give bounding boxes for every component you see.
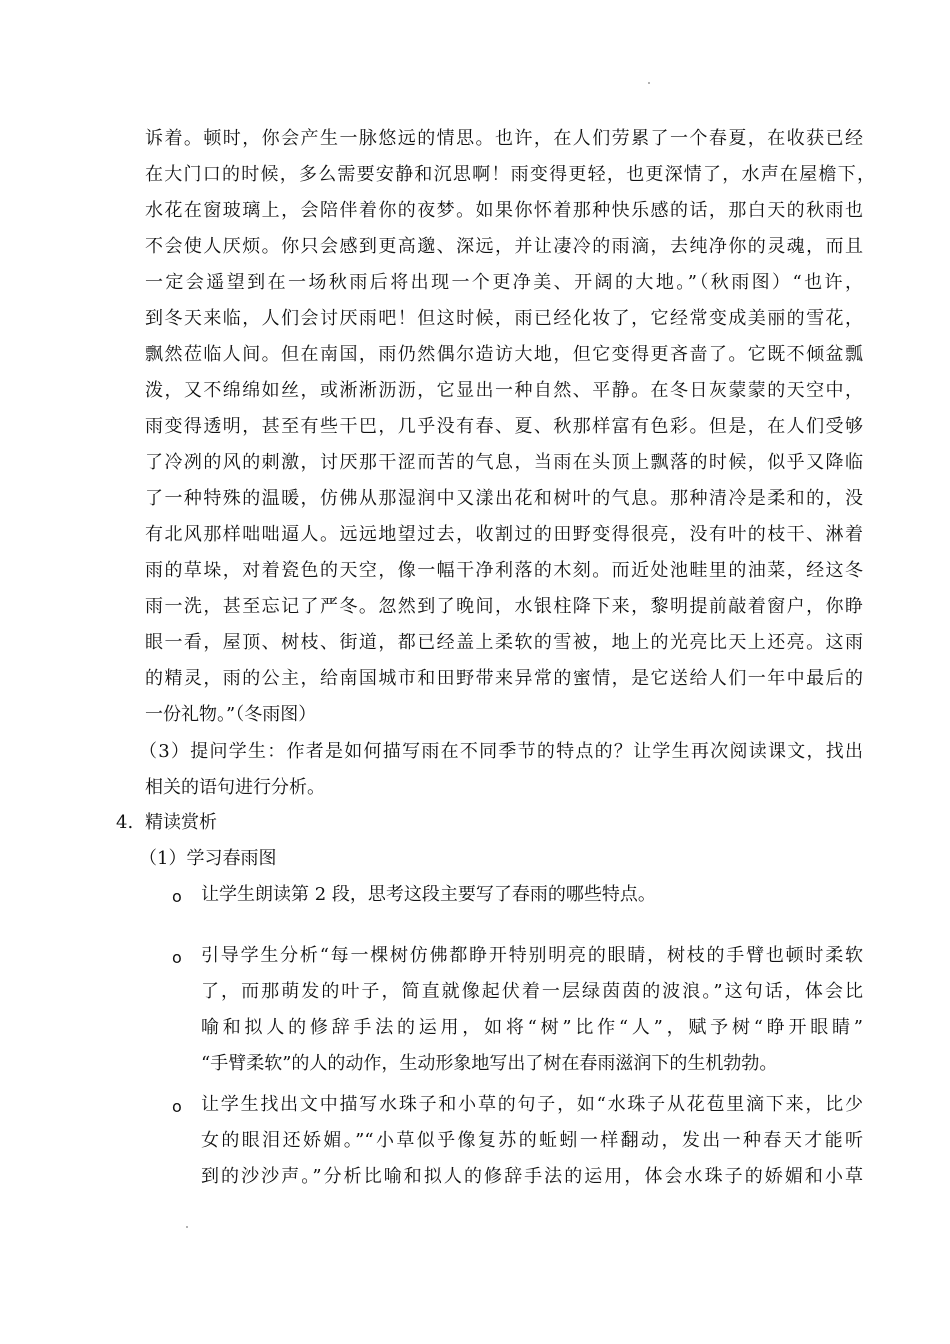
quote-line: 眼一看，屋顶、树枝、街道，都已经盖上柔软的雪被，地上的光亮比天上还亮。这雨 [145,632,863,653]
list-item-line: “手臂柔软”的人的动作，生动形象地写出了树在春雨滋润下的生机勃勃。 [201,1053,778,1074]
bullet-marker: o [172,948,182,967]
quote-line: 诉着。顿时，你会产生一脉悠远的情思。也许，在人们劳累了一个春夏，在收获已经 [145,128,863,149]
section-title: 精读赏析 [145,812,217,833]
list-item-line: 引导学生分析“每一棵树仿佛都睁开特别明亮的眼睛，树枝的手臂也顿时柔软 [201,945,863,966]
bullet-marker: o [172,1097,182,1116]
quote-line: 雨的草垛，对着瓷色的天空，像一幅干净利落的木刻。而近处池畦里的油菜，经这冬 [145,560,863,581]
quote-line: 一份礼物。”（冬雨图） [145,704,317,725]
quote-line: 一定会遥望到在一场秋雨后将出现一个更净美、开阔的大地。”（秋雨图）“也许， [145,272,863,293]
quote-line: 有北风那样咄咄逼人。远远地望过去，收割过的田野变得很亮，没有叶的枝干、淋着 [145,524,863,545]
quote-line: 水花在窗玻璃上，会陪伴着你的夜梦。如果你怀着那种快乐感的话，那白天的秋雨也 [145,200,863,221]
step-3-line: 相关的语句进行分析。 [145,777,325,798]
list-item-line: 让学生朗读第 2 段，思考这段主要写了春雨的哪些特点。 [201,884,656,905]
quote-line: 到冬天来临，人们会讨厌雨吧！但这时候，雨已经化妆了，它经常变成美丽的雪花， [145,308,863,329]
page-mark-bottom [186,1226,188,1228]
step-3-line: （3）提问学生：作者是如何描写雨在不同季节的特点的？让学生再次阅读课文，找出 [139,741,863,762]
list-item-line: 让学生找出文中描写水珠子和小草的句子，如“水珠子从花苞里滴下来，比少 [201,1094,863,1115]
list-item-line: 喻和拟人的修辞手法的运用，如将“树”比作“人”，赋予树“睁开眼睛” [201,1017,863,1038]
quote-line: 不会使人厌烦。你只会感到更高邈、深远，并让凄冷的雨滴，去纯净你的灵魂，而且 [145,236,863,257]
section-number: 4. [116,812,134,833]
quote-line: 了一种特殊的温暖，仿佛从那湿润中又漾出花和树叶的气息。那种清冷是柔和的，没 [145,488,863,509]
subsection-heading: （1）学习春雨图 [139,848,277,869]
quote-line: 在大门口的时候，多么需要安静和沉思啊！雨变得更轻，也更深情了，水声在屋檐下， [145,164,875,185]
quote-line: 飘然莅临人间。但在南国，雨仍然偶尔造访大地，但它变得更吝啬了。它既不倾盆瓢 [145,344,863,365]
quote-line: 雨一洗，甚至忘记了严冬。忽然到了晚间，水银柱降下来，黎明提前敲着窗户，你睁 [145,596,863,617]
list-item-line: 女的眼泪还娇媚。”“小草似乎像复苏的蚯蚓一样翻动，发出一种春天才能听 [201,1130,863,1151]
list-item-line: 到的沙沙声。”分析比喻和拟人的修辞手法的运用，体会水珠子的娇媚和小草 [201,1166,863,1187]
list-item-line: 了，而那萌发的叶子，简直就像起伏着一层绿茵茵的波浪。”这句话，体会比 [201,981,863,1002]
quote-line: 泼，又不绵绵如丝，或淅淅沥沥，它显出一种自然、平静。在冬日灰蒙蒙的天空中， [145,380,863,401]
quote-line: 雨变得透明，甚至有些干巴，几乎没有春、夏、秋那样富有色彩。但是，在人们受够 [145,416,863,437]
page-mark-top [648,82,650,84]
quote-line: 的精灵，雨的公主，给南国城市和田野带来异常的蜜情，是它送给人们一年中最后的 [145,668,863,689]
quote-line: 了冷冽的风的刺激，讨厌那干涩而苦的气息，当雨在头顶上飘落的时候，似乎又降临 [145,452,863,473]
bullet-marker: o [172,887,182,906]
